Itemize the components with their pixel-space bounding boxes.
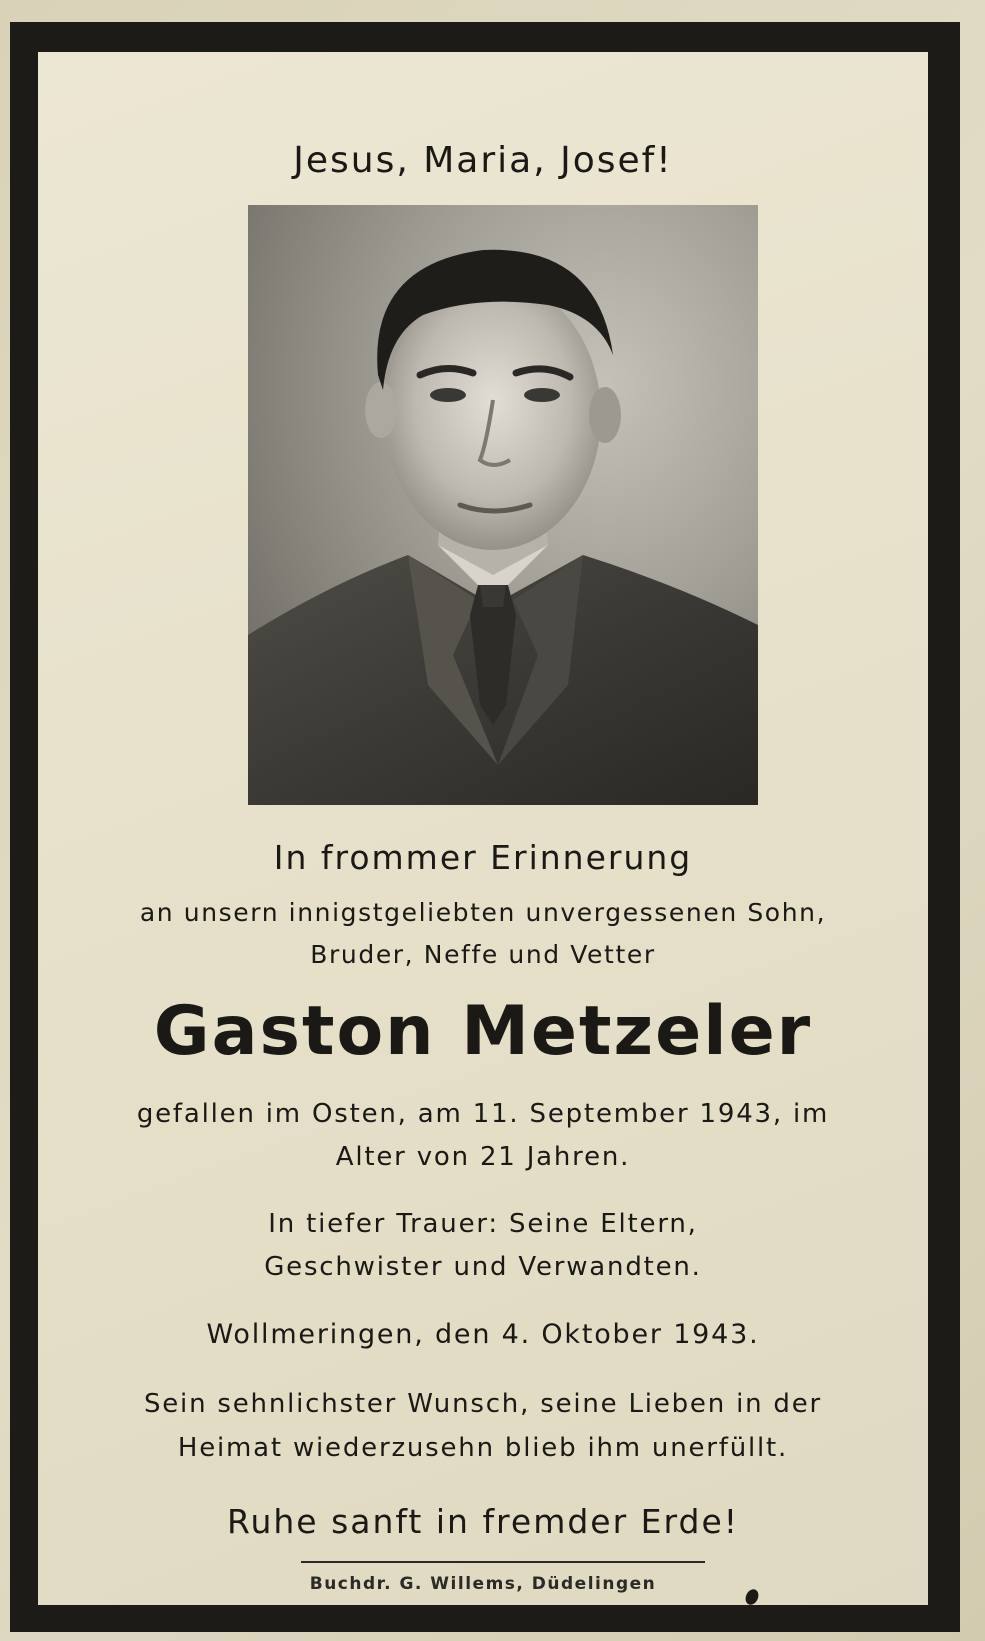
deceased-name: Gaston Metzeler [153,992,813,1071]
place-date: Wollmeringen, den 4. Oktober 1943. [206,1319,760,1350]
memorial-card [38,52,928,1605]
printer-credit: Buchdr. G. Willems, Düdelingen [309,1574,657,1594]
mourning-line-1: In tiefer Trauer: Seine Eltern, [268,1209,698,1239]
wish-line-1: Sein sehnlichster Wunsch, seine Lieben in der [143,1389,823,1419]
portrait-photo [248,205,758,805]
fallen-line-2: Alter von 21 Jahren. [335,1142,631,1172]
closing-line: Ruhe sanft in fremder Erde! [227,1502,739,1541]
wish-line-2: Heimat wiederzusehn blieb ihm unerfüllt. [177,1433,789,1463]
memory-heading: In frommer Erinnerung [273,838,693,877]
mourning-border [10,22,960,1632]
dedication-line-1: an unsern innigstgeliebten unvergessenen Sohn, [139,898,827,927]
invocation: Jesus, Maria, Josef! [293,140,673,181]
dedication-line-2: Bruder, Neffe und Vetter [310,940,656,969]
fallen-line-1: gefallen im Osten, am 11. September 1943, im [136,1099,830,1129]
divider-rule [301,1561,705,1563]
mourning-line-2: Geschwister und Verwandten. [264,1252,702,1282]
